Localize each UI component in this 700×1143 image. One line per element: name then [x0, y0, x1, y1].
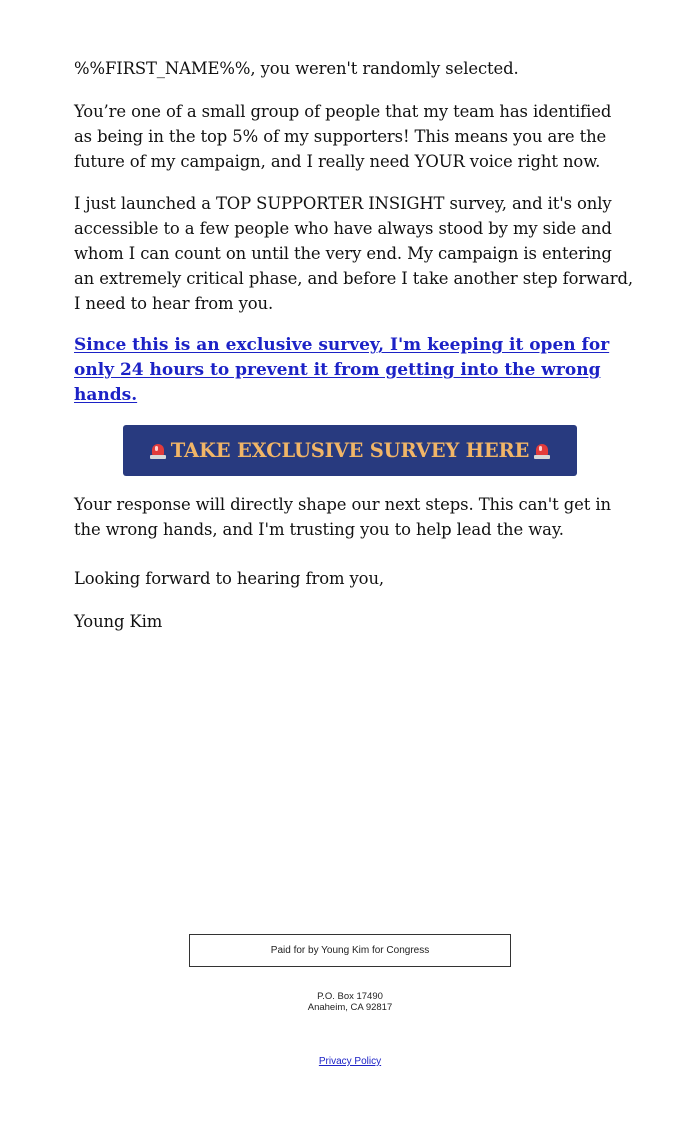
mailing-address [0, 992, 700, 1013]
privacy-section [0, 1056, 700, 1067]
paid-for-disclaimer [189, 934, 511, 967]
exclusive-survey-link[interactable]: Since this is an exclusive survey, I'm keeping it open for only 24 hours to prevent it from getting into the wrong hands. [74, 335, 610, 405]
email-body [74, 56, 634, 634]
take-survey-button[interactable] [123, 425, 577, 476]
greeting: %%FIRST_NAME%%, you weren't randomly selected. [74, 59, 519, 78]
cta-button-wrapper [74, 425, 626, 476]
paragraph-response: Your response will directly shape our next steps. This can't get in the wrong hands, and I'm trusting you to help lead the way. [74, 495, 611, 539]
take-survey-button-label: TAKE EXCLUSIVE SURVEY HERE [170, 439, 530, 462]
paid-for-text: Paid for by Young Kim for Congress [270, 945, 430, 956]
privacy-policy-link[interactable]: Privacy Policy [318, 1056, 382, 1067]
address-line-2: Anaheim, CA 92817 [307, 1001, 393, 1013]
paragraph-top-supporters: You’re one of a small group of people that my team has identified as being in the top 5% of my supporters! This means you are the future of my campaign, and I really need YOUR voice right now. [74, 102, 612, 171]
paragraph-survey-launch: I just launched a TOP SUPPORTER INSIGHT survey, and it's only accessible to a few people who have always stood by my side and whom I can count on until the very end. My campaign is entering an extremely critical phase, and before I take another step forward, I need to hear from you. [74, 194, 633, 313]
police-siren-icon [149, 442, 167, 460]
closing-line: Looking forward to hearing from you, [74, 569, 385, 588]
police-siren-icon [533, 442, 551, 460]
signature: Young Kim [74, 612, 163, 631]
address-line-1: P.O. Box 17490 [317, 991, 383, 1002]
exclusive-survey-paragraph [74, 333, 614, 408]
